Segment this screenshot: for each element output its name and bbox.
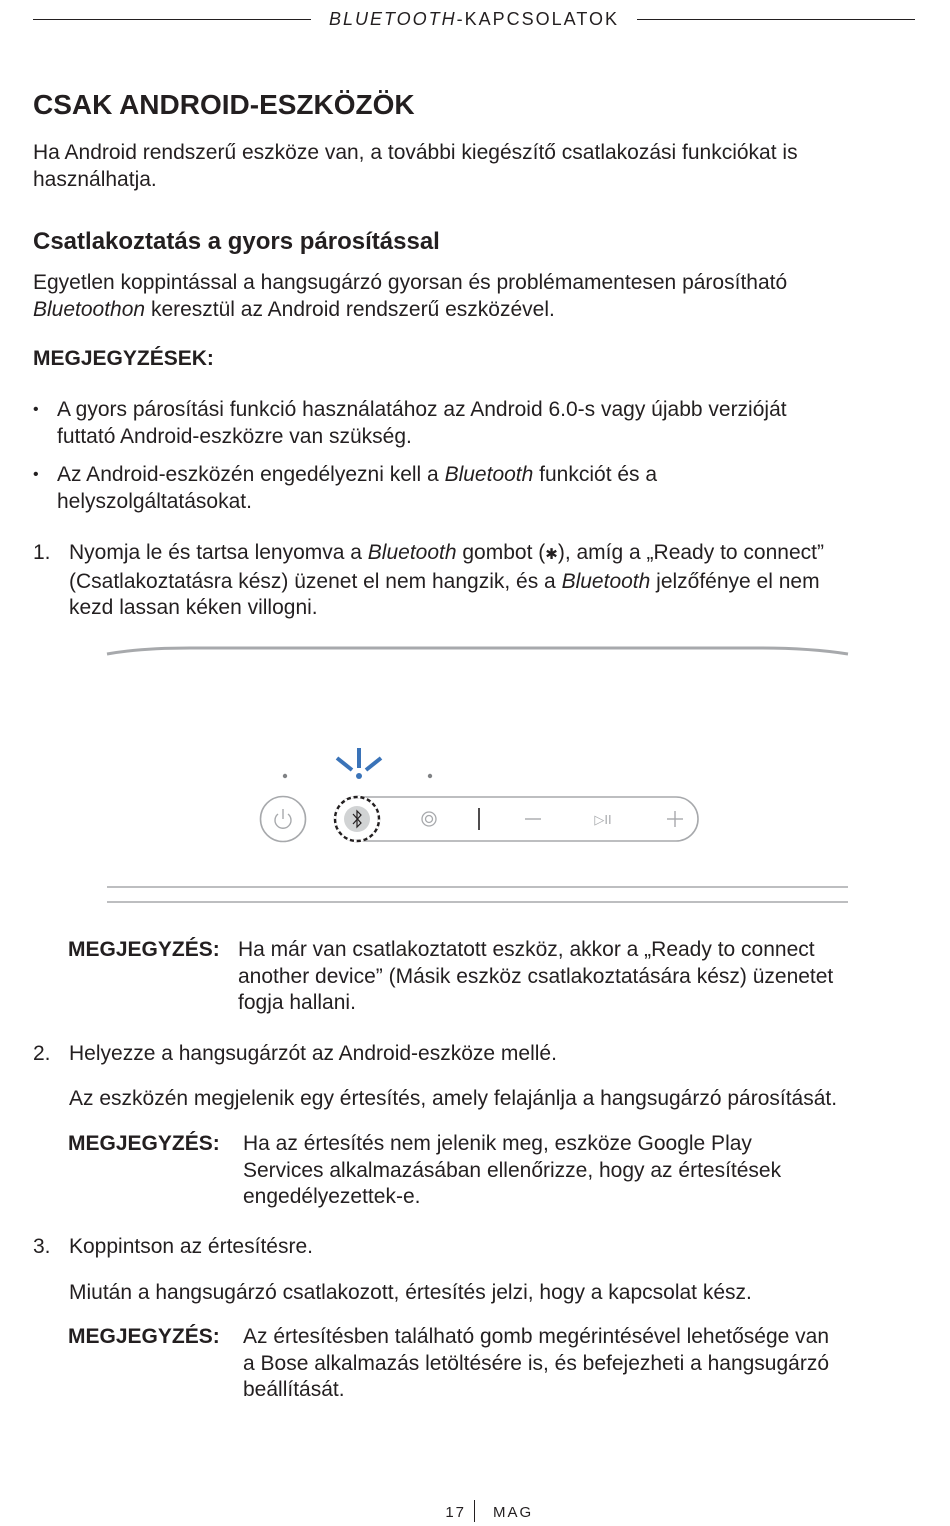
speaker-illustration xyxy=(100,640,855,910)
subsection-body: Egyetlen koppintással a hangsugárzó gyorsan és problémamentesen párosítható Bluetoothon keresztül az Android rendszerű eszközével. xyxy=(33,271,788,321)
note-2: MEGJEGYZÉS: Ha az értesítés nem jelenik meg, eszköze Google Play Services alkalmazásában ellenőrizze, hogy az értesítések engedélyezettek-e. xyxy=(68,1132,782,1208)
play-pause-icon: ▷II xyxy=(594,812,612,827)
step-3: 3. Koppintson az értesítésre. xyxy=(33,1235,313,1258)
header-title: BLUETOOTH-KAPCSOLATOK xyxy=(33,8,915,30)
page-footer xyxy=(0,1500,950,1526)
step-1: 1. Nyomja le és tartsa lenyomva a Bluetooth gombot (✱), amíg a „Ready to connect” (Csatlakoztatásra kész) üzenet el nem hangzik, és a Bluetooth jelzőfénye el nem kezd lassan kéken villogni. xyxy=(33,541,824,619)
language-code: MAG xyxy=(493,1504,534,1521)
notes-heading: MEGJEGYZÉSEK: xyxy=(33,347,214,370)
note-3: MEGJEGYZÉS: Az értesítésben található gomb megérintésével lehetősége van a Bose alkalmazás letöltésére is, és befejezheti a hangsugárzó beállítását. xyxy=(68,1325,830,1401)
page-number: 17 xyxy=(445,1504,466,1521)
section-title: CSAK ANDROID-ESZKÖZÖK xyxy=(33,89,415,120)
power-button xyxy=(261,797,306,842)
bluetooth-blink-indicator xyxy=(337,748,381,779)
button-bar xyxy=(335,797,698,841)
subsection-title: Csatlakoztatás a gyors párosítással xyxy=(33,228,440,255)
step-2-detail: Az eszközén megjelenik egy értesítés, amely felajánlja a hangsugárzó párosítását. xyxy=(69,1087,838,1110)
intro-paragraph: Ha Android rendszerű eszköze van, a további kiegészítő csatlakozási funkciókat is használhatja. xyxy=(33,141,798,191)
step-3-detail: Miután a hangsugárzó csatlakozott, értesítés jelzi, hogy a kapcsolat kész. xyxy=(69,1281,752,1304)
note-1: MEGJEGYZÉS: Ha már van csatlakoztatott eszköz, akkor a „Ready to connect another device” (Másik eszköz csatlakoztatására kész) üzenetet fogja hallani. xyxy=(68,938,834,1014)
running-header xyxy=(33,8,915,30)
step-2: 2. Helyezze a hangsugárzót az Android-eszköze mellé. xyxy=(33,1042,557,1065)
bluetooth-symbol-icon: ✱ xyxy=(545,546,558,563)
